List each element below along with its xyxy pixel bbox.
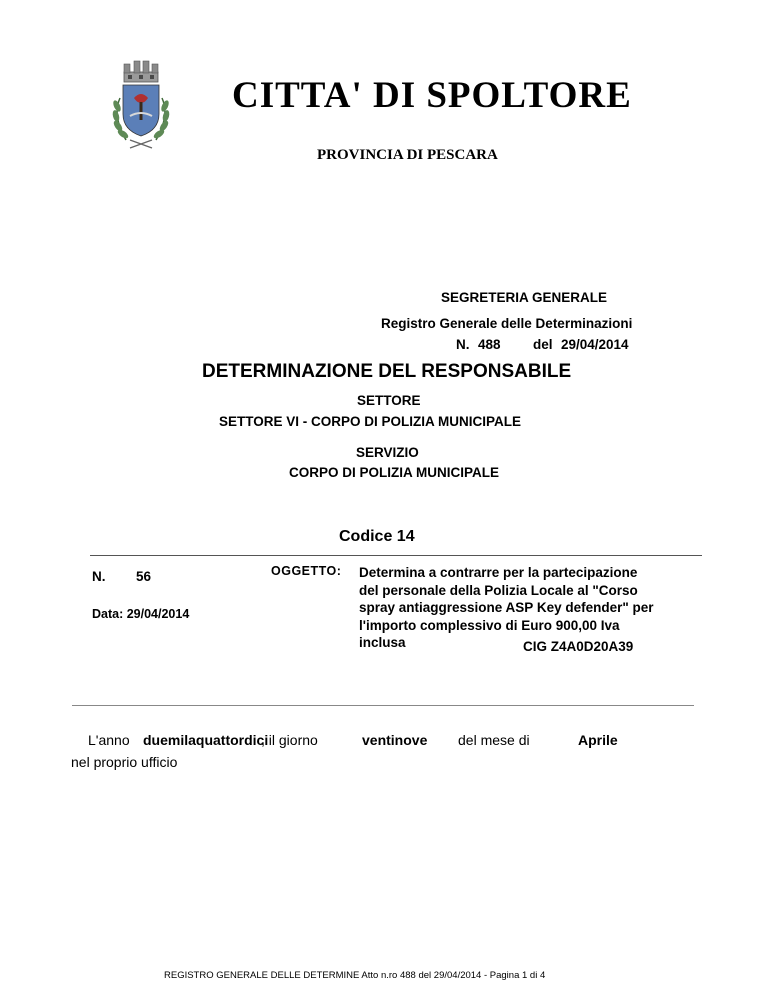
anno-label: L'anno xyxy=(88,732,130,748)
mese-label: del mese di xyxy=(458,732,530,748)
settore-value: SETTORE VI - CORPO DI POLIZIA MUNICIPALE xyxy=(219,414,522,429)
page-footer: REGISTRO GENERALE DELLE DETERMINE Atto n.ro 488 del 29/04/2014 - Pagina 1 di 4 xyxy=(164,970,546,981)
registry-office: SEGRETERIA GENERALE xyxy=(441,290,608,305)
city-coat-of-arms-logo xyxy=(106,58,176,154)
codice-label: Codice 14 xyxy=(339,528,415,545)
servizio-label: SERVIZIO xyxy=(356,445,419,460)
province-name: PROVINCIA DI PESCARA xyxy=(317,147,498,163)
oggetto-line: Determina a contrarre per la partecipazione xyxy=(359,565,638,580)
oggetto-line: del personale della Polizia Locale al "Corso xyxy=(359,582,638,598)
oggetto-line: inclusa xyxy=(359,635,406,650)
oggetto-label: OGGETTO: xyxy=(271,564,342,578)
crown-icon xyxy=(124,61,158,82)
determination-title: DETERMINAZIONE DEL RESPONSABILE xyxy=(202,361,572,382)
giorno-value: ventinove xyxy=(362,732,428,748)
oggetto-line: spray antiaggressione ASP Key defender" per xyxy=(359,600,654,615)
registry-date: 29/04/2014 xyxy=(561,337,629,352)
registry-date-label: del xyxy=(533,337,553,352)
oggetto-line: l'importo complessivo di Euro 900,00 Iva xyxy=(359,617,620,633)
anno-value: duemilaquattordici xyxy=(143,732,269,748)
mese-value: Aprile xyxy=(578,732,618,748)
city-title: CITTA' DI SPOLTORE xyxy=(232,75,632,116)
act-number: 56 xyxy=(136,569,152,584)
cig-code: CIG Z4A0D20A39 xyxy=(523,639,634,654)
registry-number: 488 xyxy=(478,337,501,352)
registry-number-label: N. xyxy=(456,337,470,352)
act-number-label: N. xyxy=(92,569,106,584)
giorno-label: , il giorno xyxy=(261,732,318,748)
section-divider xyxy=(72,705,694,706)
registry-name: Registro Generale delle Determinazioni xyxy=(381,316,633,331)
act-date: Data: 29/04/2014 xyxy=(92,607,190,621)
settore-label: SETTORE xyxy=(357,393,421,408)
ufficio-text: nel proprio ufficio xyxy=(71,754,178,770)
section-divider xyxy=(90,555,702,556)
servizio-value: CORPO DI POLIZIA MUNICIPALE xyxy=(289,465,500,480)
